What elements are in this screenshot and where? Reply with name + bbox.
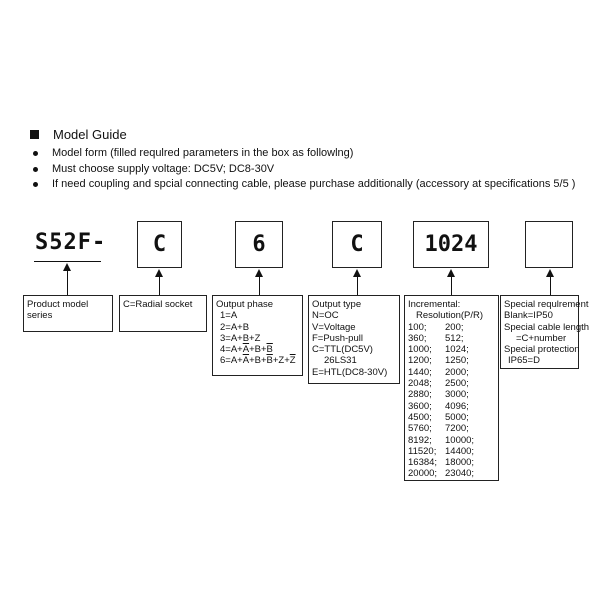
resolution-value: 360; — [408, 332, 427, 344]
resolution-grid — [408, 322, 495, 480]
guide-bullet-item — [33, 177, 575, 193]
desc-text: series — [27, 310, 53, 322]
resolution-value: 3600; — [408, 400, 432, 412]
phase-part: $\overline{A}$ — [242, 355, 250, 367]
resolution-value: 1440; — [408, 366, 432, 378]
model-prefix: S52F- — [35, 230, 107, 255]
connector-line — [67, 270, 68, 295]
output-option: C=TTL(DC5V) — [312, 344, 373, 356]
resolution-value: 18000; — [445, 457, 475, 469]
resolution-value: 1000; — [408, 344, 432, 356]
desc-title: Output phase — [216, 299, 274, 310]
desc-resolution — [404, 295, 499, 481]
code-box-socket: C — [137, 221, 182, 268]
resolution-value: 7200; — [445, 423, 469, 435]
resolution-value: 5760; — [408, 423, 432, 435]
phase-part: $\overline{B}$ — [266, 344, 273, 356]
output-option: N=OC — [312, 310, 339, 322]
phase-part: +B+ — [249, 344, 267, 356]
square-bullet-icon — [30, 130, 39, 139]
phase-part: +B+ — [249, 355, 267, 367]
resolution-value: 2880; — [408, 389, 432, 401]
desc-text: C=Radial socket — [123, 299, 193, 310]
bullet-text: If need coupling and spcial connecting cable, please purchase additionally (accessory at specifications 5/5 ) — [52, 178, 576, 190]
prefix-underline — [34, 261, 101, 262]
resolution-value: 1250; — [445, 355, 469, 367]
phase-option: 1=A — [220, 310, 238, 322]
connector-line — [159, 276, 160, 295]
desc-output-type — [308, 295, 400, 384]
output-option: F=Push-pull — [312, 332, 363, 344]
special-option: =C+number — [516, 332, 567, 344]
dot-bullet-icon — [33, 182, 38, 187]
desc-output-phase — [212, 295, 303, 376]
resolution-value: 100; — [408, 321, 427, 333]
resolution-value: 1200; — [408, 355, 432, 367]
code-box-resolution: 1024 — [413, 221, 489, 268]
guide-bullet-list — [33, 146, 575, 193]
resolution-value: 1024; — [445, 344, 469, 356]
desc-special — [500, 295, 590, 369]
code-box-special — [525, 221, 573, 268]
output-option: E=HTL(DC8-30V) — [312, 366, 388, 378]
resolution-value: 11520; — [408, 445, 437, 457]
code-box-output-type: C — [332, 221, 382, 268]
desc-text: Product model — [27, 299, 89, 310]
special-option: Special protection — [504, 344, 580, 356]
desc-socket — [119, 295, 207, 332]
special-option: Blank=IP50 — [504, 310, 553, 322]
desc-product-series — [23, 295, 113, 332]
bullet-text: Must choose supply voltage: DC5V; DC8-30V — [52, 162, 275, 175]
phase-option: 3=A+B+Z — [220, 332, 261, 344]
connector-line — [451, 276, 452, 295]
resolution-value: 2500; — [445, 378, 469, 390]
desc-subtitle: Resolution(P/R) — [416, 310, 484, 322]
connector-line — [550, 276, 551, 295]
model-guide-title: Model Guide — [53, 127, 127, 142]
resolution-value: 2000; — [445, 366, 469, 378]
desc-title: Output type — [312, 299, 362, 310]
phase-part: $\overline{A}$ — [242, 344, 250, 356]
resolution-value: 5000; — [445, 411, 469, 423]
phase-part: 6=A+ — [220, 355, 243, 367]
resolution-value: 512; — [445, 332, 464, 344]
special-option: IP65=D — [508, 355, 540, 367]
phase-option — [216, 344, 299, 355]
guide-bullet-item — [33, 146, 575, 162]
desc-title: Special requlrement — [504, 299, 589, 310]
dot-bullet-icon — [33, 167, 38, 172]
desc-title: Incremental: — [408, 299, 461, 310]
resolution-value: 4500; — [408, 411, 432, 423]
phase-part: $\overline{Z}$ — [289, 355, 296, 367]
resolution-value: 23040; — [445, 468, 475, 480]
dot-bullet-icon — [33, 151, 38, 156]
resolution-value: 8192; — [408, 434, 432, 446]
resolution-value: 20000; — [408, 468, 438, 480]
resolution-value: 2048; — [408, 378, 432, 390]
connector-line — [357, 276, 358, 295]
resolution-value: 3000; — [445, 389, 469, 401]
phase-option: 2=A+B — [220, 321, 250, 333]
resolution-value: 16384; — [408, 457, 438, 469]
guide-bullet-item — [33, 162, 575, 178]
special-option: Special cable length — [504, 321, 590, 333]
resolution-value: 14400; — [445, 445, 475, 457]
resolution-value: 200; — [445, 321, 464, 333]
output-option: V=Voltage — [312, 321, 356, 333]
phase-part: +Z+ — [272, 355, 290, 367]
output-option-sub: 26LS31 — [324, 355, 357, 367]
model-guide-heading — [30, 127, 127, 142]
code-box-phase: 6 — [235, 221, 283, 268]
resolution-value: 10000; — [445, 434, 475, 446]
resolution-value: 4096; — [445, 400, 469, 412]
bullet-text: Model form (filled requlred parameters in the box as followlng) — [52, 147, 354, 159]
phase-part: 4=A+ — [220, 344, 243, 356]
phase-option — [216, 355, 299, 366]
phase-part: $\overline{B}$ — [266, 355, 273, 367]
connector-line — [259, 276, 260, 295]
